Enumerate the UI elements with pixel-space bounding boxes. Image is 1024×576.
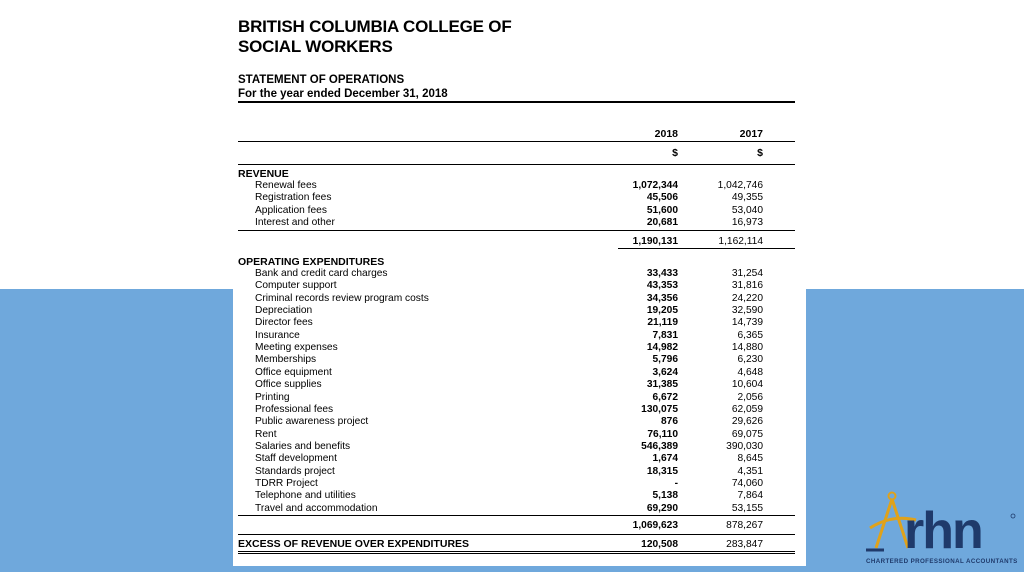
expense-item-value-2017: 62,059: [731, 403, 763, 415]
expense-item-row: [233, 367, 796, 379]
logo-tagline: CHARTERED PROFESSIONAL ACCOUNTANTS: [866, 558, 1018, 565]
expense-item-row: [233, 466, 796, 478]
expense-item-value-2018: 69,290: [646, 502, 678, 514]
expense-item-value-2017: 32,590: [731, 305, 763, 317]
revenue-item-row: [233, 205, 796, 217]
expense-item-label: Printing: [255, 391, 290, 403]
revenue-item-value-2017: 49,355: [731, 192, 763, 204]
expense-item-value-2018: 5,138: [652, 490, 678, 502]
expense-item-label: Criminal records review program costs: [255, 292, 429, 304]
expense-item-value-2018: 34,356: [646, 292, 678, 304]
expense-item-value-2017: 8,645: [737, 453, 763, 465]
expense-item-row: [233, 305, 796, 317]
statement-title: STATEMENT OF OPERATIONS: [238, 74, 405, 86]
expense-item-label: Computer support: [255, 280, 337, 292]
expense-item-value-2017: 7,864: [737, 490, 763, 502]
excess-row: [233, 538, 796, 551]
revenue-item-label: Interest and other: [255, 217, 335, 229]
expense-item-value-2017: 31,816: [731, 280, 763, 292]
expense-item-value-2018: 21,119: [647, 317, 678, 329]
revenue-total-row: [233, 235, 796, 248]
revenue-heading: REVENUE: [238, 168, 289, 180]
expenditures-total-2017: 878,267: [726, 520, 763, 531]
expense-item-row: [233, 441, 796, 453]
expense-item-row: [233, 317, 796, 329]
excess-label: EXCESS OF REVENUE OVER EXPENDITURES: [238, 538, 470, 550]
expense-item-value-2018: 33,433: [646, 268, 678, 279]
revenue-item-value-2017: 53,040: [731, 204, 763, 216]
expenditures-total-row: [233, 519, 796, 532]
revenue-item-value-2018: 20,681: [646, 217, 678, 229]
expense-item-value-2017: 14,880: [731, 342, 763, 354]
expense-item-value-2017: 74,060: [731, 477, 763, 489]
expense-item-label: Travel and accommodation: [255, 502, 378, 514]
revenue-total-2017: 1,162,114: [718, 236, 763, 247]
statement-period: For the year ended December 31, 2018: [238, 88, 448, 100]
revenue-subtotal-rule: [238, 230, 795, 231]
expense-item-value-2017: 31,254: [731, 268, 763, 279]
expense-item-row: [233, 404, 796, 416]
expense-item-value-2018: 546,389: [641, 440, 678, 452]
expense-item-value-2017: 29,626: [731, 416, 763, 428]
expense-item-value-2017: 4,351: [737, 465, 763, 477]
expenditures-total-2018: 1,069,623: [632, 520, 678, 531]
expense-item-value-2018: 18,315: [646, 465, 678, 477]
expense-item-value-2018: 7,831: [652, 329, 678, 341]
organization-name: BRITISH COLUMBIA COLLEGE OF SOCIAL WORKERS: [238, 17, 512, 56]
excess-rule-top: [238, 551, 795, 552]
expense-item-label: TDRR Project: [255, 477, 318, 489]
expense-item-row: [233, 490, 796, 502]
expense-item-value-2017: 6,230: [737, 354, 763, 366]
expense-item-value-2018: 14,982: [646, 342, 678, 354]
expense-item-row: [233, 354, 796, 366]
header-rule: [238, 101, 795, 103]
rhn-wordmark: rhn: [904, 502, 982, 558]
excess-2018: 120,508: [641, 539, 678, 550]
expense-item-value-2018: 6,672: [652, 391, 678, 403]
expense-item-label: Staff development: [255, 453, 337, 465]
expense-item-label: Telephone and utilities: [255, 490, 356, 502]
expense-item-value-2018: 3,624: [652, 366, 678, 378]
expense-item-value-2017: 24,220: [731, 292, 763, 304]
expense-item-value-2017: 53,155: [731, 502, 763, 514]
expense-item-value-2018: 876: [661, 416, 678, 428]
statement-heading: [238, 73, 448, 101]
expense-item-value-2018: 43,353: [646, 280, 678, 292]
revenue-item-value-2018: 51,600: [646, 204, 678, 216]
expense-item-row: [233, 280, 796, 292]
expense-item-value-2018: 1,674: [652, 453, 678, 465]
expense-item-row: [233, 330, 796, 342]
expense-item-label: Professional fees: [255, 403, 334, 415]
expense-item-value-2017: 14,739: [731, 317, 763, 329]
expense-item-label: Depreciation: [255, 305, 313, 317]
expense-item-row: [233, 416, 796, 428]
rhn-logo: [862, 488, 1020, 572]
expense-item-value-2017: 4,648: [737, 366, 763, 378]
revenue-item-value-2018: 45,506: [646, 192, 678, 204]
expense-item-label: Salaries and benefits: [255, 440, 351, 452]
expense-item-row: [233, 453, 796, 465]
currency-rule: [238, 164, 795, 165]
revenue-item-value-2018: 1,072,344: [632, 180, 678, 191]
revenue-total-rule: [618, 248, 795, 249]
expense-item-row: [233, 268, 796, 280]
expense-item-row: [233, 503, 796, 515]
revenue-total-2018: 1,190,131: [632, 236, 678, 247]
expenditures-subtotal-rule: [238, 515, 795, 516]
expenditures-total-rule: [238, 534, 795, 535]
expense-item-row: [233, 379, 796, 391]
expense-item-value-2017: 69,075: [731, 428, 763, 440]
excess-rule-bottom: [238, 553, 795, 554]
expense-item-label: Memberships: [255, 354, 317, 366]
expense-item-value-2017: 10,604: [731, 379, 763, 391]
expense-item-value-2018: 5,796: [652, 354, 678, 366]
year-prior-header: 2017: [739, 128, 763, 140]
currency-prior: $: [757, 147, 763, 159]
expense-item-label: Director fees: [255, 317, 313, 329]
expense-item-value-2018: 76,110: [647, 428, 678, 440]
expense-item-value-2018: 130,075: [641, 403, 678, 415]
revenue-item-row: [233, 180, 796, 192]
expense-item-row: [233, 429, 796, 441]
expense-item-label: Insurance: [255, 329, 300, 341]
revenue-item-value-2017: 16,973: [731, 217, 763, 229]
rhn-logo-mark: [862, 488, 1020, 558]
excess-2017: 283,847: [726, 539, 763, 550]
revenue-item-label: Renewal fees: [255, 180, 317, 191]
expense-item-label: Bank and credit card charges: [255, 268, 388, 279]
expense-item-value-2018: 19,205: [646, 305, 678, 317]
revenue-item-label: Registration fees: [255, 192, 332, 204]
expense-item-label: Rent: [255, 428, 277, 440]
revenue-item-row: [233, 192, 796, 204]
expense-item-value-2017: 6,365: [737, 329, 763, 341]
expense-item-label: Meeting expenses: [255, 342, 338, 354]
year-current-header: 2018: [654, 128, 678, 140]
expenditures-heading: OPERATING EXPENDITURES: [238, 256, 385, 268]
revenue-item-value-2017: 1,042,746: [717, 180, 763, 191]
revenue-item-row: [233, 217, 796, 229]
column-header-rule: [238, 141, 795, 142]
expense-item-row: [233, 392, 796, 404]
expense-item-value-2017: 2,056: [737, 391, 763, 403]
expense-item-label: Public awareness project: [255, 416, 369, 428]
expense-item-label: Office supplies: [255, 379, 322, 391]
expense-item-label: Office equipment: [255, 366, 332, 378]
expense-item-row: [233, 342, 796, 354]
expense-item-row: [233, 293, 796, 305]
expense-item-value-2018: 31,385: [646, 379, 678, 391]
revenue-item-label: Application fees: [255, 204, 327, 216]
currency-current: $: [672, 147, 678, 159]
expense-item-row: [233, 478, 796, 490]
expense-item-label: Standards project: [255, 465, 335, 477]
expense-item-value-2018: -: [674, 477, 678, 489]
financial-statement: [233, 0, 806, 566]
expense-item-value-2017: 390,030: [726, 440, 763, 452]
